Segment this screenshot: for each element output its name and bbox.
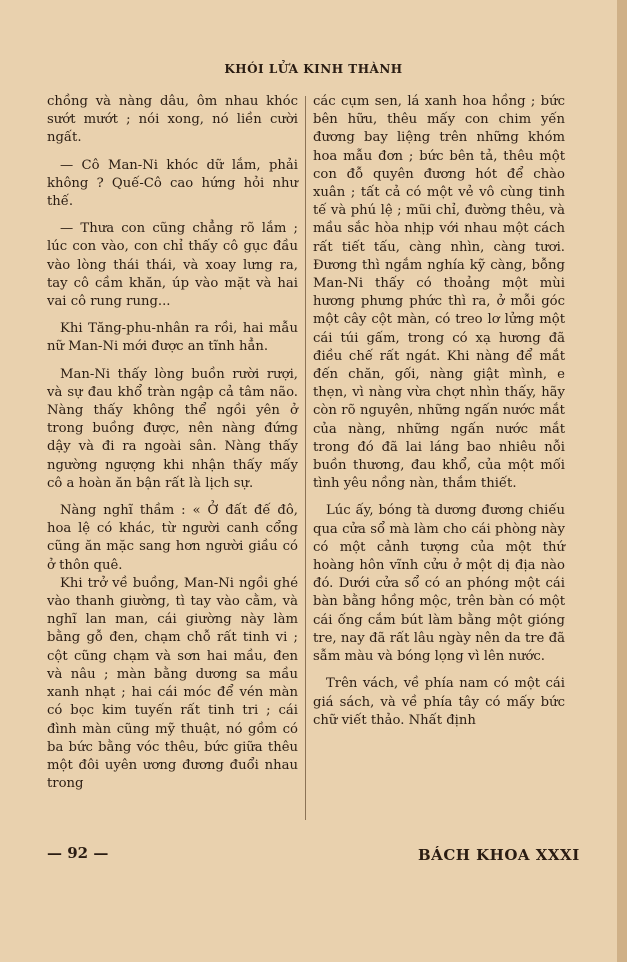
paragraph: Khi trở về buồng, Man-Ni ngồi ghé vào thanh giường, tì tay vào cằm, và nghĩ lan man, cái giường này làm bằng gỗ đen, chạm chỗ rất tinh vi ; cột cũng chạm và sơn hai mầu, đen và nâu ; màn bằng dương sa mầu xanh nhạt ; hai cái móc để vén màn có bọc kim tuyến rất tinh tri ; cái đình màn cũng mỹ thuật, nó gồm có ba bức bằng vóc thêu, bức giữa thêu một đôi uyên ương đương đuổi nhau trong: [47, 575, 298, 792]
column-divider: [305, 96, 306, 820]
paragraph: Lúc ấy, bóng tà dương đương chiếu qua cửa sổ mà làm cho cái phòng này có một cảnh tượng của một thứ hoàng hôn vĩnh cửu ở một dị địa nào đó. Dưới cửa sổ có an phóng một cái bàn bằng hồng mộc, trên bàn có một cái ống cắm bút làm bằng một gióng tre, nay đã rất lâu ngày nên da tre đã sẫm màu và bóng lọng vì lên nước.: [313, 503, 565, 665]
page-number: — 92 —: [47, 844, 109, 862]
running-title: KHÓI LỬA KINH THÀNH: [224, 62, 403, 76]
paragraph: Trên vách, về phía nam có một cái giá sách, và về phía tây có mấy bức chữ viết thảo. Nhất định: [313, 676, 565, 728]
paragraph: Man-Ni thấy lòng buồn rười rượi, và sự đau khổ tràn ngập cả tâm não. Nàng thấy không thể ngồi yên ở trong buồng được, nên nàng đứng dậy và đi ra ngoài sân. Nàng thấy ngường ngượng khi nhận thấy mấy cô a hoàn ăn bận rất là lịch sự.: [47, 366, 298, 491]
left-column: [47, 93, 298, 793]
paragraph: — Thưa con cũng chẳng rõ lắm ; lúc con vào, con chỉ thấy cô gục đầu vào lòng thái thái, và xoay lưng ra, tay cô cầm khăn, úp vào mặt và hai vai cô rung rung...: [47, 221, 298, 310]
paragraph: Khi Tăng-phu-nhân ra rồi, hai mẫu nữ Man-Ni mới được an tĩnh hẳn.: [47, 321, 298, 355]
page-edge-shadow: [617, 0, 627, 962]
paragraph: Nàng nghĩ thầm : « Ở đất đế đô, hoa lệ có khác, từ người canh cổng cũng ăn mặc sang hơn người giầu có ở thôn quê.: [47, 503, 298, 573]
paragraph: các cụm sen, lá xanh hoa hồng ; bức bên hữu, thêu mấy con chim yến đương bay liệng trên những khóm hoa mẫu đơn ; bức bên tả, thêu một con đỗ quyên đương hót để chào xuân ; tất cả có một vẻ vô cùng tinh tế và phú lệ ; mũi chỉ, đường thêu, và mầu sắc hòa nhịp với nhau một cách rất tiết tấu, càng nhìn, càng tươi. Đương thì ngắm nghía kỹ càng, bỗng Man-Ni thấy có thoảng một mùi hương phưng phức thì ra, ở mỗi góc một cây cột màn, có treo lơ lửng một cái túi gấm, trong có xạ hương đã điều chế rất ngát. Khi nàng để mắt đến chăn, gối, nàng giật mình, e thẹn, vì nàng vừa chợt nhìn thấy, hãy còn rõ nguyên, những ngấn nước mắt của nàng, những ngấn nước mắt trong đó đã lai láng bao nhiêu nỗi buồn thương, đau khổ, của một mối tình yêu nồng nàn, thắm thiết.: [313, 94, 565, 492]
right-column: [313, 93, 565, 730]
journal-name: BÁCH KHOA XXXI: [418, 846, 580, 864]
paragraph: — Cô Man-Ni khóc dữ lắm, phải không ? Quế-Cô cao hứng hỏi như thế.: [47, 157, 298, 210]
paragraph: chồng và nàng dâu, ôm nhau khóc sướt mướt ; nói xong, nó liền cười ngất.: [47, 94, 298, 146]
